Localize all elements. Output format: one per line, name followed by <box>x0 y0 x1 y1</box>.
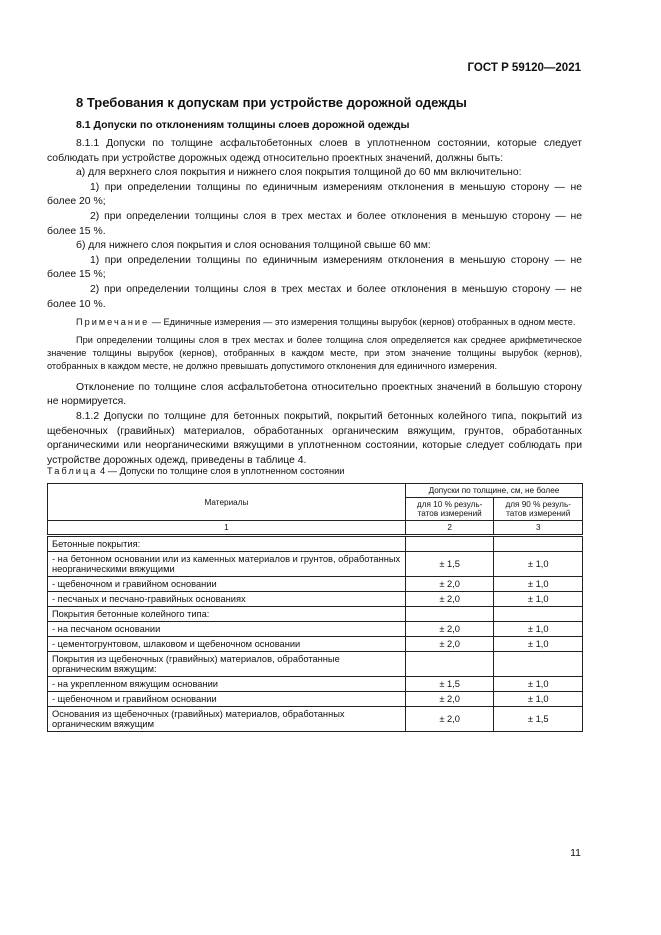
paragraph-deviation: Отклонение по толщине слоя асфальтобетона относительно проектных значений в большую сторону не нормируется. <box>47 381 582 408</box>
column-number-3: 3 <box>494 521 583 536</box>
value-90: ± 1,5 <box>494 707 583 732</box>
item-b1: 1) при определении толщины по единичным измерениям отклонения в меньшую сторону — не более 15 %; <box>47 254 582 281</box>
note-paragraph: При определении толщины слоя в трех местах и более толщина слоя определяется как среднее арифметическое значение толщины вырубок (кернов), отобранных в каждом месте, при этом значение толщины вырубок (кернов), отобранных в каждом месте, не должно превышать допустимого отклонения для единичного измерения. <box>47 334 582 372</box>
subsection-title: 8.1 Допуски по отклонениям толщины слоев дорожной одежды <box>76 119 410 131</box>
column-number-1: 1 <box>48 521 406 536</box>
header-materials: Материалы <box>48 484 406 521</box>
table-row <box>48 637 583 652</box>
value-90: ± 1,0 <box>494 637 583 652</box>
note-text: — Единичные измерения — это измерения толщины вырубок (кернов) отобранных в одном месте. <box>149 317 576 328</box>
table-row <box>48 652 583 677</box>
table-row <box>48 536 583 552</box>
row-label: - на бетонном основании или из каменных материалов и грунтов, обработанных неорганическими вяжущими <box>48 552 406 577</box>
group-title: Покрытия бетонные колейного типа: <box>48 607 406 622</box>
group-title: Бетонные покрытия: <box>48 536 406 552</box>
section-title: 8 Требования к допускам при устройстве дорожной одежды <box>76 95 467 110</box>
value-10: ± 2,0 <box>405 637 494 652</box>
table-row <box>48 677 583 692</box>
table-header-row <box>48 484 583 498</box>
row-label: - на укрепленном вяжущим основании <box>48 677 406 692</box>
table-caption-label: Таблица <box>47 466 98 476</box>
group-title: Покрытия из щебеночных (гравийных) материалов, обработанные органическим вяжущим: <box>48 652 406 677</box>
table-row <box>48 707 583 732</box>
value-10: ± 2,0 <box>405 592 494 607</box>
row-label: - цементогрунтовом, шлаковом и щебеночном основании <box>48 637 406 652</box>
row-label: - на песчаном основании <box>48 622 406 637</box>
row-label: - щебеночном и гравийном основании <box>48 577 406 592</box>
header-10-percent: для 10 % резуль-татов измерений <box>405 498 494 521</box>
body-text <box>47 137 582 468</box>
value-10: ± 2,0 <box>405 622 494 637</box>
table-row <box>48 692 583 707</box>
page-number: 11 <box>570 847 581 859</box>
row-label: - песчаных и песчано-гравийных основаниях <box>48 592 406 607</box>
value-90: ± 1,0 <box>494 577 583 592</box>
row-label: Основания из щебеночных (гравийных) материалов, обработанных органическим вяжущим <box>48 707 406 732</box>
table-row <box>48 577 583 592</box>
table-caption <box>47 466 344 476</box>
note-label: Примечание <box>76 317 150 328</box>
value-90: ± 1,0 <box>494 622 583 637</box>
value-10: ± 2,0 <box>405 692 494 707</box>
paragraph-8-1-2: 8.1.2 Допуски по толщине для бетонных покрытий, покрытий бетонных колейного типа, покрытий из щебеночных (гравийных) материалов, обработанных органическим вяжущим, грунтов, обработанных органическими или неорганическими вяжущими в уплотненном состоянии, которые следует соблюдать при устройстве дорожных одежд, приведены в таблице 4. <box>47 410 582 466</box>
header-90-percent: для 90 % резуль-татов измерений <box>494 498 583 521</box>
value-90: ± 1,0 <box>494 677 583 692</box>
value-10: ± 2,0 <box>405 577 494 592</box>
item-b2: 2) при определении толщины слоя в трех местах и более отклонения в меньшую сторону — не более 10 %. <box>47 283 582 310</box>
note-block <box>47 316 582 374</box>
item-a2: 2) при определении толщины слоя в трех местах и более отклонения в меньшую сторону — не более 15 %. <box>47 210 582 237</box>
table-caption-text: 4 — Допуски по толщине слоя в уплотненном состоянии <box>97 466 345 476</box>
value-90: ± 1,0 <box>494 692 583 707</box>
table-row <box>48 622 583 637</box>
value-90: ± 1,0 <box>494 592 583 607</box>
item-a: а) для верхнего слоя покрытия и нижнего слоя покрытия толщиной до 60 мм включительно: <box>76 167 522 179</box>
item-b: б) для нижнего слоя покрытия и слоя основания толщиной свыше 60 мм: <box>76 240 431 252</box>
header-tolerance-group: Допуски по толщине, см, не более <box>405 484 582 498</box>
table-row <box>48 592 583 607</box>
document-code: ГОСТ Р 59120—2021 <box>467 62 581 74</box>
value-10: ± 2,0 <box>405 707 494 732</box>
value-10: ± 1,5 <box>405 677 494 692</box>
table-row <box>48 552 583 577</box>
item-a1: 1) при определении толщины по единичным измерениям отклонения в меньшую сторону — не более 20 %; <box>47 181 582 208</box>
row-label: - щебеночном и гравийном основании <box>48 692 406 707</box>
column-numbers-row <box>48 521 583 536</box>
column-number-2: 2 <box>405 521 494 536</box>
paragraph-8-1-1: 8.1.1 Допуски по толщине асфальтобетонных слоев в уплотненном состоянии, которые следует соблюдать при устройстве дорожных одежд относительно проектных значений, должны быть: <box>47 138 582 164</box>
tolerance-table <box>47 483 583 732</box>
value-90: ± 1,0 <box>494 552 583 577</box>
value-10: ± 1,5 <box>405 552 494 577</box>
table-row <box>48 607 583 622</box>
